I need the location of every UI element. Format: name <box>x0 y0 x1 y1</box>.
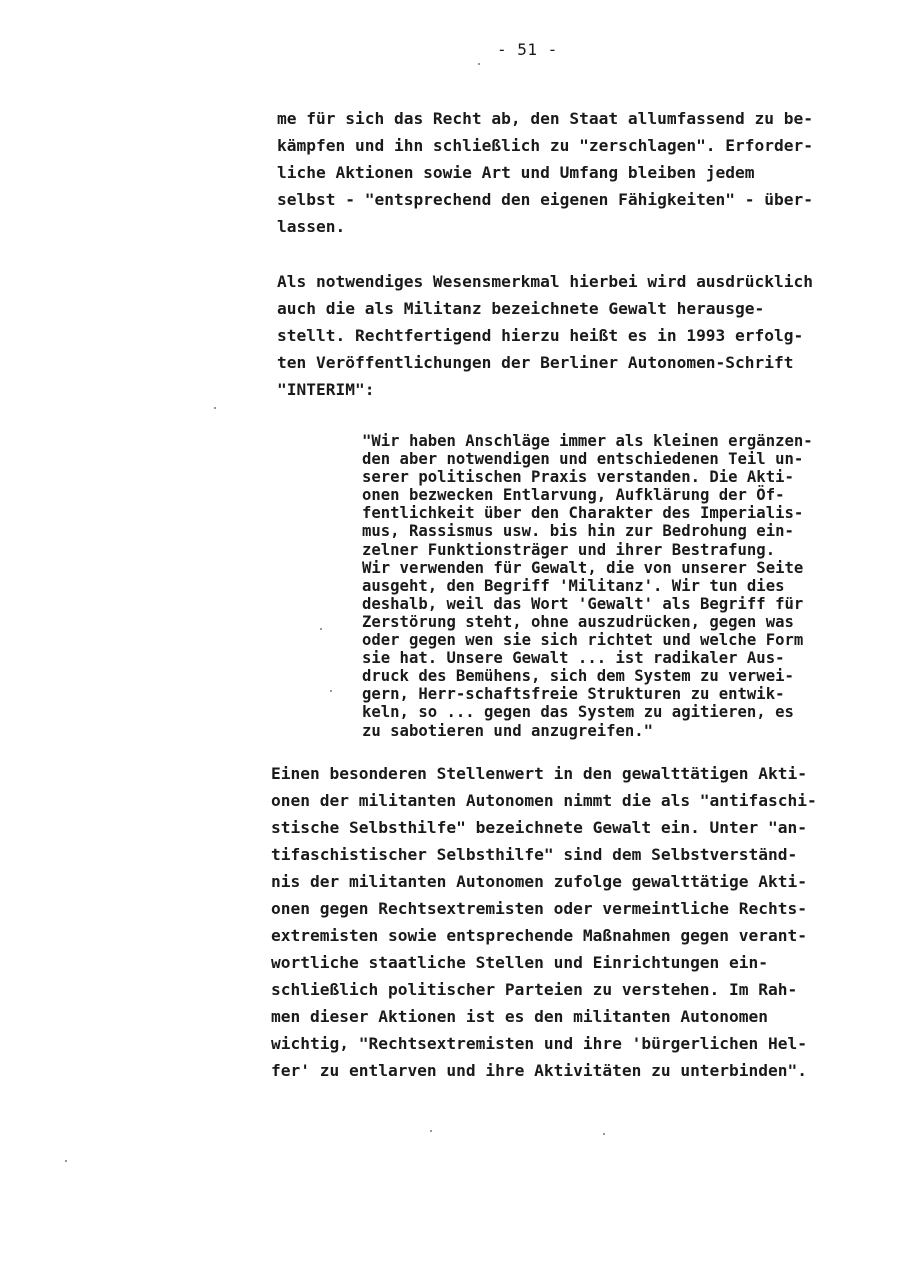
text-line: Als notwendiges Wesensmerkmal hierbei wird ausdrücklich <box>277 272 814 291</box>
quote-line: keln, so ... gegen das System zu agitieren, es <box>362 703 794 722</box>
scan-speck <box>65 1160 67 1162</box>
quote-line: zu sabotieren und anzugreifen." <box>362 721 654 740</box>
text-line: onen gegen Rechtsextremisten oder vermeintliche Rechts- <box>271 899 808 918</box>
scan-speck <box>430 1130 432 1132</box>
text-line: onen der militanten Autonomen nimmt die als "antifaschi- <box>271 791 817 810</box>
page-number: - 51 - <box>497 40 558 59</box>
text-line: men dieser Aktionen ist es den militanten Autonomen <box>271 1007 769 1026</box>
text-line: stische Selbsthilfe" bezeichnete Gewalt ein. Unter "an- <box>271 818 808 837</box>
text-line: "INTERIM": <box>277 380 375 399</box>
text-line: schließlich politischer Parteien zu verstehen. Im Rah- <box>271 980 798 999</box>
quote-line: Zerstörung steht, ohne auszudrücken, gegen was <box>362 612 794 631</box>
scan-speck <box>214 407 216 409</box>
scan-speck <box>320 628 322 630</box>
text-line: fer' zu entlarven und ihre Aktivitäten zu unterbinden". <box>271 1061 808 1080</box>
quote-line: fentlichkeit über den Charakter des Imperialis- <box>362 504 804 523</box>
text-line: wortliche staatliche Stellen und Einrichtungen ein- <box>271 953 769 972</box>
quote-line: den aber notwendigen und entschiedenen Teil un- <box>362 450 804 469</box>
scan-speck <box>603 1133 605 1135</box>
scan-speck <box>478 63 480 65</box>
quote-line: Wir verwenden für Gewalt, die von unserer Seite <box>362 558 804 577</box>
quote-line: serer politischen Praxis verstanden. Die Akti- <box>362 468 794 487</box>
text-line: tifaschistischer Selbsthilfe" sind dem Selbstverständ- <box>271 845 798 864</box>
quote-line: zelner Funktionsträger und ihrer Bestrafung. <box>362 540 776 559</box>
text-line: auch die als Militanz bezeichnete Gewalt herausge- <box>277 299 765 318</box>
text-line: me für sich das Recht ab, den Staat allumfassend zu be- <box>277 109 814 128</box>
quote-line: "Wir haben Anschläge immer als kleinen ergänzen- <box>362 432 813 450</box>
quote-line: mus, Rassismus usw. bis hin zur Bedrohung ein- <box>362 522 794 541</box>
text-line: stellt. Rechtfertigend hierzu heißt es in 1993 erfolg- <box>277 326 804 345</box>
paragraph-first <box>277 105 887 240</box>
text-line: extremisten sowie entsprechende Maßnahmen gegen verant- <box>271 926 808 945</box>
text-line: selbst - "entsprechend den eigenen Fähigkeiten" - über- <box>277 190 814 209</box>
text-line: Einen besonderen Stellenwert in den gewalttätigen Akti- <box>271 764 808 783</box>
paragraph-second <box>277 268 887 403</box>
scan-speck <box>330 690 332 692</box>
text-line: ten Veröffentlichungen der Berliner Autonomen-Schrift <box>277 353 794 372</box>
quote-line: ausgeht, den Begriff 'Militanz'. Wir tun dies <box>362 576 785 595</box>
quote-line: onen bezwecken Entlarvung, Aufklärung der Öf- <box>362 486 785 505</box>
block-quote <box>362 432 892 740</box>
text-line: nis der militanten Autonomen zufolge gewalttätige Akti- <box>271 872 808 891</box>
paragraph-third <box>271 760 881 1084</box>
quote-line: sie hat. Unsere Gewalt ... ist radikaler Aus- <box>362 649 785 668</box>
quote-line: druck des Bemühens, sich dem System zu verwei- <box>362 667 794 686</box>
quote-line: gern, Herr-schaftsfreie Strukturen zu entwik- <box>362 685 785 704</box>
text-line: lassen. <box>277 217 346 236</box>
quote-line: deshalb, weil das Wort 'Gewalt' als Begriff für <box>362 594 804 613</box>
text-line: kämpfen und ihn schließlich zu "zerschlagen". Erforder- <box>277 136 814 155</box>
text-line: wichtig, "Rechtsextremisten und ihre 'bürgerlichen Hel- <box>271 1034 808 1053</box>
quote-line: oder gegen wen sie sich richtet und welche Form <box>362 631 804 650</box>
text-line: liche Aktionen sowie Art und Umfang bleiben jedem <box>277 163 755 182</box>
